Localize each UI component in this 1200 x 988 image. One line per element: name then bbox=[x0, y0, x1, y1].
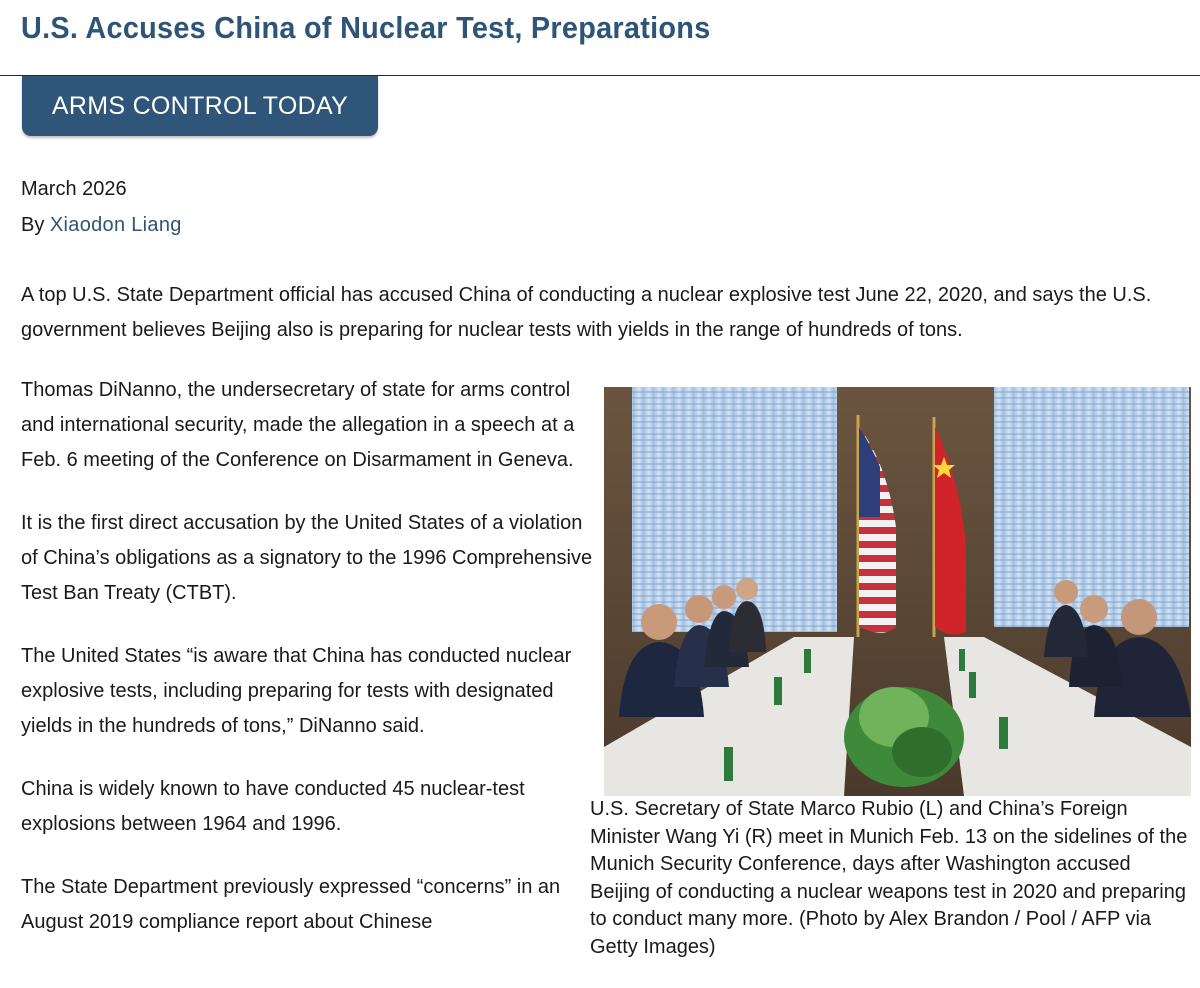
article-headline: U.S. Accuses China of Nuclear Test, Preparations bbox=[21, 10, 711, 45]
body-paragraph: China is widely known to have conducted 45 nuclear-test explosions between 1964 and 1996. bbox=[21, 778, 525, 835]
byline bbox=[21, 214, 182, 237]
section-badge[interactable] bbox=[22, 76, 378, 136]
lede-paragraph: A top U.S. State Department official has accused China of conducting a nuclear explosive test June 22, 2020, and says the U.S. government believes Beijing also is preparing for nuclear tests with yields in the range of hundreds of tons. bbox=[21, 284, 1152, 341]
body-paragraph: It is the first direct accusation by the United States of a violation of China’s obligations as a signatory to the 1996 Comprehensive Test Ban Treaty (CTBT). bbox=[21, 512, 593, 604]
publish-date: March 2026 bbox=[21, 178, 127, 200]
body-paragraph: The State Department previously expressed “concerns” in an August 2019 compliance report about Chinese bbox=[21, 876, 561, 933]
article-photo bbox=[604, 387, 1191, 796]
section-badge-label: ARMS CONTROL TODAY bbox=[51, 91, 349, 120]
article-body-column bbox=[21, 373, 593, 968]
byline-prefix: By bbox=[21, 214, 50, 236]
photo-caption: U.S. Secretary of State Marco Rubio (L) and China’s Foreign Minister Wang Yi (R) meet in Munich Feb. 13 on the sidelines of the Munich Security Conference, days after Washington accused Beijing of conducting a nuclear weapons test in 2020 and preparing to conduct many more. (Photo by Alex Brandon / Pool / AFP via Getty Images) bbox=[590, 798, 1188, 958]
body-paragraph: The United States “is aware that China has conducted nuclear explosive tests, including preparing for tests with designated yields in the hundreds of tons,” DiNanno said. bbox=[21, 645, 572, 737]
author-link[interactable]: Xiaodon Liang bbox=[49, 214, 182, 236]
body-paragraph: Thomas DiNanno, the undersecretary of state for arms control and international security, made the allegation in a speech at a Feb. 6 meeting of the Conference on Disarmament in Geneva. bbox=[21, 379, 575, 471]
